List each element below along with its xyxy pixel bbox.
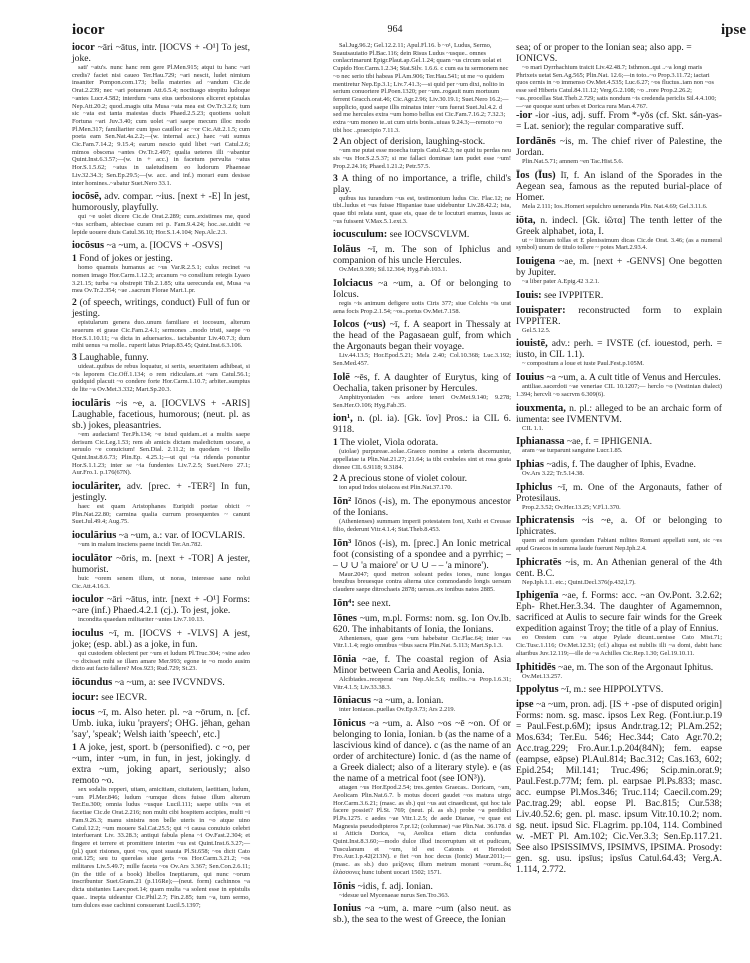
dictionary-entry — [72, 677, 250, 688]
headword: Iōnis — [333, 880, 356, 892]
citations: attagen ~us Hor.Epod.2.54; tres..gentes Graecas.. Doricam, ~am, Aeolicam Plin.Nat.6.7. b motus doceri gaudet ~os matura uirgo Hor.Carm.3.6.21; (masc. as sb.) qui ~us aut cinaedicust, qui hoc tale facere possiet? Pl.St. 769; (neut. pl. as sb.) probe ~a perdidici Pl.Ps.1275. c aedes ~ae Vitr.1.2.5; de aede Dianae, ~e quae est Magnesia pseudodipteros 7.pr.12; (columnae) ~ae Plin.Nat. 36.178. d si Atticis Dorica, ~a, Aeolica etiam dicta confundas Quint.Inst.8.3.60;—modo dulce illud incorruptum sit et pudicum, Tusculanum et ~um, id est Catonis et Herodoti Fro.Aur.1.p.42(213N). e fiet ~on hoc decus (Ionic) Maur.2011;—(masc. as sb.) duo μείζονες illum metrum morant ~orum..δις ἐλάσσονες hunc iubent uocari 1502; 1571. — [333, 784, 511, 876]
dictionary-entry — [333, 319, 511, 367]
entry-definition: -ior -ius, adj. suff. From *-yŏs (cf. Skt. sán-yas- = Lat. senior); the regular comparative suff. — [516, 110, 722, 133]
headword: iocusculum: — [333, 229, 388, 241]
dictionary-entry — [72, 594, 250, 624]
headword: ion¹, — [333, 413, 353, 425]
headword: iōta, — [516, 214, 536, 226]
citations: Prop.2.3.52; Ov.Her.13.25; V.Fl.1.370. — [522, 503, 621, 511]
entry-definition: ~a ~um, a. mare ~um (also neut. as sb.), the sea to the west of Greece, the Ionian — [333, 903, 511, 926]
dictionary-entry — [516, 215, 722, 252]
headword: iouxmenta, — [516, 402, 566, 414]
entry-head — [333, 695, 511, 706]
sense — [72, 742, 250, 786]
dictionary-entry — [516, 684, 722, 695]
entry-definition: see IVPPITER. — [544, 289, 604, 301]
headword: Iōn² — [333, 496, 352, 508]
entry-continuation: sea; of or proper to the Ionian sea; also app. = IONICVS. — [516, 42, 692, 64]
entry-head — [333, 538, 511, 571]
entry-head — [72, 594, 250, 616]
entry-definition: ~idis, f. adj. Ionian. — [357, 880, 433, 892]
dictionary-entry — [516, 338, 722, 368]
entry-head — [516, 136, 722, 158]
sense-definition: Laughable, funny. — [79, 351, 149, 363]
headword: Iphiclus — [516, 481, 553, 493]
citations: homo quamuis humanus ac ~us Var.R.2.5.1; culus recinet ~a nomen imago Hor.Carm.1.12.3; arcanum ~o consilium retegis Lyaeo 3.21.15; turba ~a obstrepit Tib.2.1.85; uita uerecunda est, Musa ~a mea Ov.Tr.2.354; ~ae ..sacrum Florae Mart.1.pr. — [72, 264, 250, 295]
citations: qui ~e uolet dicere Cic.de Orat.2.289; cum..existimes me, quod ~ius scribam, abiecisse curam rei p. Fam.9.4.24; hoc..se..uidit ~e lepide uouere diuis Catul.36.10; Hor.S.1.4.104; Nep.Alc.2.3. — [72, 213, 250, 236]
citations: epistularum genera duo..unum familiare et iocosum, alterum seuerum et graue Cic.Fam.2.4.1; sermones ..modo tristi, saepe ~o Hor.S.1.10.11; ~a dicta in aduersarios.. iactabantur Liv.40.7.3; dum mihi uenus ~a molle.. ruperit latus Priap.83.45; Quint.Inst.6.3.106. — [72, 319, 250, 350]
entry-definition: ~āri ~ātus, intr. [IOCVS + -O¹] To jest, joke. — [72, 42, 250, 64]
dictionary-entry — [72, 481, 250, 526]
citations: uideat..quibus de rebus loquatur, si seriis, seueritatem adhibeat, si ~is leporem Cic.Off.1.134; o rem ridiculam..et ~am Catul.56.1; quidquid placuit ~o condere forte Hor.Carm.1.10.7; arbiter..sumptus de lite ~a Ov.Met.3.332; Mart.Sp.20.3. — [72, 362, 250, 394]
entry-head — [516, 372, 722, 383]
sense-number: 1 — [72, 253, 77, 265]
citations: ion apud Indos uiolacea est Plin.Nat.37.170. — [339, 484, 453, 492]
dictionary-entry — [72, 191, 250, 236]
dictionary-entry — [333, 496, 511, 533]
entry-head — [333, 244, 511, 266]
citations: qui custodem oblectent per ~um et ludum Pl.Truc.304; ~sine adeo ~o dixisset mihi se illam amare Mer.993; egone te ~o modo ausim dicto aut facto fallere? Mos.923; Rud.729; St.23. — [72, 649, 250, 673]
sense-number: 2 — [333, 136, 338, 148]
citations: eo Orestem cum ~a atque Pylade dicunt..uenisse Cato Mist.71; Cic.Tusc.1.116; Ov.Met.12.31; (cf.) aliqua est nubilis illi ~a domi, dabit hanc altaribus Juv.12.119;—ille de ~a Achilles Cic.Rep.1.30; Gel.19.10.11. — [516, 634, 722, 657]
entry-head — [333, 372, 511, 394]
headword: ioculātor — [72, 552, 113, 564]
dictionary-entry — [516, 136, 722, 166]
entry-definition: ~ae, m. The son of the Argonaut Iphitus. — [558, 661, 714, 673]
entry-head — [516, 215, 722, 237]
entry-continuation-senses — [333, 136, 511, 225]
sense-definition: A precious stone of violet colour. — [339, 473, 468, 485]
entry-head — [72, 481, 250, 503]
headword: -ior — [516, 110, 533, 122]
dictionary-entry — [516, 436, 722, 455]
entry-definition: ~is, m. The chief river of Palestine, the Jordan. — [516, 136, 722, 159]
citations: aram ~ae turparunt sanguine Lucr.1.85. — [522, 447, 623, 455]
entry-head — [72, 692, 250, 703]
citations: Gel.5.12.5. — [522, 326, 551, 334]
headword: Iphicratensis — [516, 515, 575, 527]
entry-definition: ~ī, m. [IOCVS + -VLVS] A jest, joke; (esp. abl.) as a joke, in fun. — [72, 627, 250, 650]
entry-head — [516, 557, 722, 579]
entry-definition: n. indecl. [Gk. ἰῶτα] The tenth letter of the Greek alphabet, iota, I. — [516, 214, 723, 237]
dictionary-entry — [72, 42, 250, 187]
entry-definition: ~ae, f. The coastal region of Asia Minor between Caria and Aeolis, Ionia. — [333, 654, 511, 677]
citations: Ov.Ars 3.22; Tr.5.14.38. — [522, 469, 585, 477]
entry-head — [516, 305, 722, 327]
entry-head — [72, 240, 250, 251]
headword: ioculāriter, — [72, 481, 121, 493]
dictionary-entry — [516, 170, 722, 211]
entry-definition: ~is, m. An Athenian general of the 4th cent. B.C. — [516, 556, 722, 579]
citations: Mela 2.111; Ios..Homeri sepulchro ueneranda Plin. Nat.4.69; Gel.3.11.6. — [522, 202, 708, 210]
sense — [72, 297, 250, 319]
dictionary-entry — [333, 718, 511, 876]
citations: inter Ioniacas..puellas Ov.Ep.9.73; Ars 2.219. — [339, 706, 456, 714]
dictionary-entry — [72, 692, 250, 703]
dictionary-entry — [333, 881, 511, 900]
entry-head — [333, 229, 511, 240]
headword: Īos (Īus) — [516, 169, 556, 181]
headword: Iolāus — [333, 244, 361, 256]
entry-head — [516, 590, 722, 634]
sense-definition: A thing of no importance, a trifle, child's play. — [333, 172, 511, 195]
dictionary-entry — [516, 515, 722, 552]
entry-head — [333, 613, 511, 635]
dictionary-entry — [516, 372, 722, 398]
entry-head — [333, 496, 511, 518]
citations: (Athenienses) summam imperii potestatem Ioni, Xuthi et Creusae filio, dederunt Vitr.4.1.4; Stat.Theb.8.453. — [333, 518, 511, 533]
entry-head — [72, 530, 250, 541]
sense-number: 3 — [72, 351, 77, 363]
entry-head — [72, 707, 250, 740]
headword: iōcundus — [72, 677, 113, 689]
citations: ~em audaciam! Ter.Ph.134; ~e istud quidam..et a multis saepe derisum Cic.Leg.1.53; rem ab amicis dictam maledictum uocare, a seruulo ~e conuicium! Sen.Dial. 2.11.2; in quodam ~i libello Quint.Inst.8.6.73; Plin.Ep. 4.25.1;—ut qui ~ia ridenda ponuntur Hor.S.1.1.23; inter se ~ia fundentes Liv.7.2.5; Suet.Nero 27.1; Aur.Fro.1. p.176(67N). — [72, 430, 250, 477]
dictionary-entry — [333, 413, 511, 492]
entry-definition: n. (pl. ia). [Gk. ἴον] Pros.: ia CIL 6. 9118. — [333, 413, 511, 436]
dictionary-entry — [333, 244, 511, 274]
sense-definition: A joke, jest, sport. b (personified). c ~o, per ~um, inter ~um, in fun, in jest, jokingly. d extra ~um, joking apart, seriously; also remoto ~o. — [72, 742, 250, 787]
citations: ~idesue uel Mycenaeae nurus Sen.Tro.363. — [339, 891, 450, 899]
dictionary-entry — [333, 695, 511, 714]
page-number: 964 — [387, 24, 403, 35]
sense-number: 1 — [72, 742, 77, 754]
entry-definition: ~ī, m.: see HIPPOLYTVS. — [561, 684, 664, 696]
sense-number: 2 — [333, 473, 338, 485]
entry-head — [516, 699, 722, 875]
headword: iocus — [72, 707, 95, 719]
headword: ioculor — [72, 594, 104, 606]
entry-definition: n. pl.: alleged to be an archaic form of iumenta: see IVMENTVM. — [516, 402, 722, 425]
dictionary-entry — [72, 398, 250, 477]
entry-head — [333, 413, 511, 435]
dictionary-entry — [72, 240, 250, 393]
dictionary-entry — [333, 613, 511, 650]
citations: sati' ~atu's. nunc hanc rem gere Pl.Men.915; atqui tu hanc ~ari credis? faciet nisi caueo Ter.Hau.729; ~ari nescit, ludet nimium insaniter Pompon.com.173; bella materies ad ~andum Cic.de Orat.2.239; nec ~ari potueram Att.6.5.4; noctiuago strepitu ludoque ~antes Lucr.4.582; interdum ~ans eius uerbosiores eliceret epistulas Nep.Att.20.2; quod..magis uita Musa ~ata mea est Ov.Tr.3.2.6; tum sic ~ata est tanta maiestas ducis Phaed.2.5.23; quotiens uoluit Fortuna ~ari Juv.3.40; cum uolet ~ari saepe mecum illoc modo Pl.Men.317; familiariter cum ipso cauillor ac ~or Cic.Att.2.1.5; cum poeta eam Sen.Nat.4a.2.2;—(w. internal acc.) haec ~ati sumus Cic.Fam.7.14.2; 9.15.4; earum nescio quid libet ~ari Catul.2.6; mimos obscena ~antes Ov.Tr.2.497; qualia ueteres illi ~abantur Quint.Inst.6.3.57;—(w. in + acc.) in facetum pervulta ~atus Hor.S.1.5.62; ~atus in ualetudinem eo ludorum Phaeneae Liv.32.34.3; Sen.Ep.29.5;—(w. acc. and inf.) morari eum desisse inter homines..~abatur Suet.Nero 33.1. — [72, 64, 250, 187]
dictionary-entry — [72, 628, 250, 673]
entry-definition: ~is ~e, a. [IOCVLVS + -ARIS] Laughable, facetious, humorous; (neut. pl. as sb.) jokes, pleasantries. — [72, 397, 250, 431]
dictionary-entry — [333, 598, 511, 609]
headword: iocōsē, — [72, 191, 102, 203]
entry-head — [516, 256, 722, 278]
dictionary-entry — [333, 903, 511, 925]
citations: Maur.2047; quod metron soleant pedes iones, nunc longas breuibus breuesque contra alterna uice commodando longis uersum claudere saepe ditrochaeis 2878; uersus..ex ionibus natos 2885. — [333, 570, 511, 593]
headword: Iphicratēs — [516, 556, 562, 568]
entry-definition: ~āri ~ātus, intr. [next + -O¹] Forms: ~are (inf.) Phaed.4.2.1 (cj.). To jest, joke. — [72, 594, 250, 617]
entry-definition: ~a ~um, a. Ionian. — [373, 695, 444, 707]
entry-head — [516, 110, 722, 132]
entry-definition: Iī, f. An island of the Sporades in the Aegean sea, famous as the reputed burial-place of Homer. — [516, 169, 722, 203]
headword: Ippolytus — [516, 684, 559, 696]
headword: Iordānēs — [516, 136, 556, 148]
dictionary-entry — [516, 256, 722, 286]
entry-head — [516, 684, 722, 695]
entry-head — [72, 42, 250, 64]
entry-definition: ~a ~um, a: see IVCVNDVS. — [114, 677, 225, 689]
citations: Amphitryoniaden ~es ardore teneri Ov.Met.9.140; 9.278; Sen.Her.O.106; Hyg.Fab.35. — [333, 393, 511, 409]
headword: iocor — [72, 42, 95, 53]
sense-definition: The violet, Viola odorata. — [340, 437, 439, 449]
entry-definition: ~ae, f. = IPHIGENIA. — [566, 436, 653, 448]
citations: Ov.Met.9.399; Sil.12.364; Hyg.Fab.103.1. — [339, 266, 448, 274]
headword: Iphigenīa — [516, 590, 559, 602]
headword: iocur: — [72, 692, 99, 704]
citations: quibus ius iurandum ~us est, testimonium ludus Cic. Flac.12; ne tibi..ludus et ~us fuisse Hispaniae tuae uidebuntur Liv.28.42.2; ista, quae tibi relata sunt, quae eis, quae de te locuturi eramus, lusus ac ~us fuissent V.Max.5.1.ext.3. — [333, 194, 511, 225]
entry-head — [72, 191, 250, 213]
headword: Iōn⁴: — [333, 597, 355, 609]
entry-head — [72, 628, 250, 650]
headword: iouistē, — [516, 338, 548, 350]
citations: haec est quam Aristophanes Euripidi poetae obicit ~ Plin.Nat.22.80; carmina qualia currum prosequentes ~ canunt Suet.Jul.49.4; Aug.75. — [72, 503, 250, 526]
entry-head — [516, 515, 722, 537]
citations: ~um in malum insciens paene incidi Ter.An.782. — [78, 541, 203, 549]
entry-definition: ~a ~um, a. Also ~os ~ē ~on. Of or belonging to Ionia, Ionian. b (as the name of a lascivious kind of dance). c (as the name of an order of architecture) Ionic. d (as the name of a Greek dialect; also of a literary style). e (as the name of a metrical foot (see ION³)). — [333, 718, 511, 785]
entry-definition: ~ī, m. One of the Argonauts, father of Protesilaus. — [516, 481, 722, 504]
entry-definition: ~a ~um, a. A cult title of Venus and Hercules. — [546, 372, 721, 384]
headword: Iolciacus — [333, 278, 373, 290]
headword: ipse — [516, 699, 534, 711]
entry-definition: ~ī, m. The son of Iphiclus and companion of his uncle Hercules. — [333, 244, 511, 267]
entry-definition: ~um, m.pl. Forms: nom. sg. Ion Ov.Ib. 620. The inhabitants of Ionia, the Ionians. — [333, 612, 511, 635]
entry-definition: adv. [prec. + -TER²] In fun, jestingly. — [72, 481, 250, 504]
entry-head — [516, 338, 722, 360]
headword: Iōn³ — [333, 537, 352, 549]
sense — [72, 253, 250, 264]
entry-head — [333, 654, 511, 676]
sense — [333, 173, 511, 195]
sense — [333, 437, 511, 448]
entry-definition: adv.: perh. = IVSTE (cf. iouestod, perh. = iusto, in CIL 1.1). — [516, 338, 722, 361]
sense-number: 3 — [333, 172, 338, 184]
dictionary-entry — [72, 553, 250, 590]
dictionary-entry — [516, 403, 722, 433]
citations: (uiolae) purpureae..solae..Graeco nomine a ceteris discernuntur, appellatae ia Plin.Nat.21.27; 21.64; ia tibi cvnbeles sint et rosa grata dionee CIL 6.9118; 9.3184. — [333, 448, 511, 471]
headword: Iolē — [333, 371, 350, 383]
entry-head — [516, 403, 722, 425]
entry-head — [516, 662, 722, 673]
citations: huic ~orem senem illum, ut noras, interesse sane nolui Cic.Att.4.16.3. — [72, 574, 250, 590]
entry-definition: ~ae, f. Forms: acc. ~an Ov.Pont. 3.2.62; Eph- Rhet.Her.3.34. The daughter of Agamemnon, sacrificed at Aulis to secure fair winds for the Greek expedition against Troy; the title of a play of Ennius. — [516, 590, 722, 635]
column-2 — [333, 42, 511, 929]
dictionary-entry — [333, 229, 511, 240]
entry-definition: ~is ~e, a. Of or belonging to Iphicrates. — [516, 515, 723, 538]
entry-head — [333, 319, 511, 352]
headword: Iphitidēs — [516, 661, 556, 673]
entry-definition: ~ōris, m. [next + -TOR] A jester, humorist. — [72, 552, 250, 575]
entry-head — [72, 677, 250, 688]
headword: Iōniacus — [333, 695, 371, 707]
citations: ~um me putat esse moecha turpis Catul.42.3; ne quid tu perdas neu sis ~us Hor.S.2.5.37; si me fallaci dominae iam pudet esse ~um! Prop.2.24.16; Phaed.1.21.2; Petr.57.5. — [333, 147, 511, 170]
entry-definition: adv. compar. ~ius. [next + -E] In jest, humorously, playfully. — [72, 191, 251, 214]
entry-head — [333, 598, 511, 609]
headword: Iōnicus — [333, 718, 366, 730]
citations: Plin.Nat.5.71; amnem ~en Tac.Hist.5.6. — [522, 158, 624, 166]
dictionary-entry — [516, 305, 722, 335]
headword: Ionius — [333, 903, 362, 915]
sense-number: 2 — [72, 297, 77, 309]
headword: ioculāris — [72, 397, 111, 409]
entry-definition: ~ī, f. A seaport in Thessaly at the head of the Pagasaean gulf, from which the Argonauts began their voyage. — [333, 319, 511, 353]
entry-definition: Iōnos (-is), m. The eponymous ancestor of the Ionians. — [333, 496, 511, 519]
entry-head — [333, 881, 511, 892]
column-3 — [516, 42, 722, 879]
entry-definition: ~a ~um, a.: var. of IOCVLARIS. — [118, 530, 246, 542]
entry-head — [333, 903, 511, 925]
citations: ~a liber pater A.Epig.42 3.2.1. — [522, 278, 600, 286]
dictionary-entry — [333, 372, 511, 409]
citations: ~ compositum a loue et iuste Paul.Fest.p.105M. — [522, 360, 645, 368]
dictionary-entry — [333, 538, 511, 594]
column-1 — [72, 42, 250, 913]
citations: Alcibiades..receperat ~am Nep.Alc.5.6; mollis..~a Prop.1.6.31; Vitr.4.1.5; Liv.33.38.3. — [333, 676, 511, 691]
dictionary-entry — [72, 707, 250, 909]
sense-number: 1 — [333, 437, 338, 449]
entry-head — [516, 482, 722, 504]
dictionary-entry — [516, 557, 722, 587]
headword: Iōnia — [333, 654, 357, 666]
entry-head — [516, 436, 722, 447]
sense — [333, 136, 511, 147]
entry-definition: see IOCVSCVLVM. — [389, 229, 470, 241]
dictionary-entry — [516, 290, 722, 301]
sense — [72, 352, 250, 363]
citations: antiliae..sacerdoti ~ae veneriae CIL 10.1207;— herclo ~o (Vestinian dialect) 1.394; hercvli ~o sacrvm 6.309(6). — [516, 383, 722, 398]
entry-head — [333, 278, 511, 300]
headword: Iouis: — [516, 289, 542, 301]
headword: ioculus — [72, 627, 104, 639]
entry-definition: ~ī, m. Also heter. pl. ~a ~ōrum, n. [cf. Umb. iuka, iuku 'prayers'; OHG. jēhan, gehan 'say', 'speak'; Welsh iaith 'speech', etc.] — [72, 707, 250, 741]
dictionary-entry — [516, 459, 722, 478]
headword: Iouius — [516, 372, 545, 384]
entry-continuation: Sal.Jug.96.2; Gel.12.2.11; Apul.Fl.16. b ~o¹, Ludus, Sermo, Suauisauiatio Pl.Bac.116; dein Risus Ludus ~usque.. omnes conlacrimarunt Epigr.Plaut.ap.Gel.1.24; quam ~us circum uolat et Cupido Hor.Carm.1.2.34; Stat.Silv. 1.6.6. c cum ea tu sermonem nec ~o nec serio tibi habeas Pl.Am.906; Ter.Hau.541; ut me ~o quidem mentiretur Nep.Ep.3.1; Liv.7.41.3;—si quid per ~um dixi, nolito in serium conuortere Pl.Poen.1320; per ~um..rogauit num mortuum ferrent Gracch.orat.46; Cic.Agr.2.96; Liv.30.19.1; Suet.Nero 16.2;—supplicio, quod saepe illis minatus inter ~um fuerat Suet.Jul.4.2. d sed me hercules extra ~um homo bellus est Cic.Fam.7.16.2; 7.32.3; extra ~um moneo te..ut cum uiris bonis..uiuas 9.24.3;—remoto ~o tibi hoc ..praecipio 7.11.3. — [333, 42, 509, 134]
entry-head — [516, 290, 722, 301]
entry-head — [72, 553, 250, 575]
sense-definition: An object of derision, laughing-stock. — [339, 136, 486, 148]
dictionary-entry — [516, 662, 722, 681]
headword: Iouispater: — [516, 304, 566, 316]
citations: incondita quaedam militariter ~antes Liv.7.10.13. — [78, 616, 205, 624]
running-head-right: ipse — [720, 22, 746, 38]
citations: CIL 1.1. — [522, 424, 544, 432]
entry-definition: reconstructed form to explain IVPPITER. — [516, 304, 722, 327]
citations: Ov.Met.13.257. — [522, 672, 563, 680]
sense-definition: (of speech, writings, conduct) Full of fun or jesting. — [72, 297, 250, 320]
entry-head — [333, 718, 511, 784]
headword: Iouigena — [516, 256, 556, 268]
headword: Iōnes — [333, 612, 357, 624]
citations: Athenienses, quae gens ~um habebatur Cic.Flac.64; inter ~as Vitr.1.1.4; regio omnibus ~ibus sacra Plin.Nat. 5.113; Mart.Sp.1.3. — [333, 634, 511, 650]
headword: Iphias — [516, 458, 545, 470]
entry-definition: ~adis, f. The daugher of Iphis, Evadne. — [546, 458, 696, 470]
dictionary-entry — [516, 699, 722, 875]
entry-definition: ~a ~um, a. [IOCVS + -OSVS] — [106, 240, 223, 252]
dictionary-entry — [516, 110, 722, 132]
headword: iocōsus — [72, 240, 105, 252]
citations: Nep.Iph.1.1. etc.; Quint.Decl.376(p.432,l.7). — [522, 578, 636, 586]
citations: quem ad modum quondam Fabiani milites Romani appellati sunt, sic ~es apud Graecos in summa laude fuerunt Nep.Iph.2.4. — [516, 537, 722, 553]
dictionary-entry — [516, 482, 722, 512]
citations: ut ~ litteram tollas et E plenissimum dicas Cic.de Orat. 3.46; (as a numeral symbol) unum de titulo tollere ~ potes Mart.2.93.4. — [516, 236, 722, 252]
headword: ioculārius — [72, 530, 117, 542]
running-head-left: iocor — [72, 22, 105, 38]
entry-definition: ~ēs, f. A daughter of Eurytus, king of Oechalia, taken prisoner by Hercules. — [333, 371, 511, 394]
entry-head — [516, 459, 722, 470]
citations: Liv.44.13.5; Hor.Epod.5.21; Mela 2.40; Col.10.368; Luc.3.192; Sen.Med.457. — [333, 352, 511, 368]
citations: sex sodalis repperi, uitam, amicitiam, ciuitatem, laetitiam, ludum, ~um Pl.Mer.846; ludum ~umque dices fuisse illum alterum Ter.Eu.300; omnia ludus ~usque Lucil.111; saepe utilis ~us et facetiae Cic.de Orat.2.216; non multi cibi hospitem accipies, multi ~i Fam.9.26.3; manu sinistra non belle uteris in ~o atque uino Catul.12.2; ~um mouere Sal.Cat.25.5; qui ~i causa conuiuio celebri interfuerant Liv. 33.28.3; antiqui fabula plena ~i Ov.Fast.2.304; et fingere et terrere et promittere interim ~us est Quint.Inst.6.3.27;—(pl.) quot risiones, quot ~os, quot suauia Pl.St.658; ~os dicit Cato orat.125; seu tu querelas siue geris ~os Hor.Carm.3.21.2; ~os militares Liv.5.49.7; mille faceta ~os Ov.Ars 3.367; Sen.Con.2.6.11; (in the title of a book) libellos Ineptiarum, qui nunc ~orum inscribuntur Suet.Gram.21 (p.116Re);—(neut. form) cachinnos ~a dicta uisitantes Laev.poet.14; quam multa ~a solent esse in epistulis quae.. inepta uideantur Cic.Phil.2.7; Fin.2.85; tum ~a, tum sermo, tum dulces esse cachinni consuerant Lucil.5.1397; — [72, 786, 250, 909]
entry-head — [72, 398, 250, 431]
dictionary-entry — [72, 530, 250, 549]
entry-definition: see next. — [357, 597, 391, 609]
sense-definition: Fond of jokes or jesting. — [79, 253, 173, 265]
citations: ~o mari Dyrrhachium traicit Liv.42.48.7; Isthmon..qui ..~a longi maris Phrixeis uetat Sen.Ag.565; Plin.Nat. 12.6;—in toto..~o Prop.3.11.72; iactari quos cernis in ~o immenso Ov.Met.4.535; Luc.6.27; ~os fluctus..iam non ~os esse sed Hiberis Catul.84.11.12; Verg.G.2.108; ~o ..rore Prop.2.26.2; ~as..procellas Stat.Theb.2.729; satis nondum ~is credenda periclis Sil.4.4.100;—~ae quoque sunt urbes et Dorica rura Man.4.767. — [516, 64, 717, 110]
entry-definition: ~ae, m. [next + -GENVS] One begotten by Jupiter. — [516, 256, 722, 279]
entry-head — [516, 170, 722, 203]
headword: Iolcos (~us) — [333, 319, 386, 331]
dictionary-entry — [333, 278, 511, 315]
entry-definition: Iōnos (-is), m. [prec.] An Ionic metrical foot (consisting of a spondee and a pyrrhic; – – ∪ ∪ 'a maiore' or ∪ ∪ – – 'a minore'). — [333, 537, 511, 571]
entry-definition: ~a ~um, a. Of or belonging to Iolcus. — [333, 278, 511, 301]
entry-definition: see IECVR. — [101, 692, 148, 704]
sense — [333, 473, 511, 484]
entry-definition: ~a ~um, pron. adj. [IS + -pse of disputed origin] Forms: nom. sg. masc. ipsos Lex Reg. (Font.iur.p.19 = Paul.Fest.p.6M); ipsus Andr.trag.12; Pl.Am.252; Mos.634; Ter.Eu. 546; Hec.344; Cato Agr.70.2; Acc.trag.229; Fro.Aur.1.p.204(84N); fem. eapse (eampse, eāpse) Pl.Aul.814; Bac.312; Cas.163, 602; Epid.254; Mil.141; Truc.496; Scip.min.orat.9; Paul.Fest.p.77M; fem. pl. earpsae Pl.Ps.833; masc. acc. eumpse Pl.Mos.346; Truc.114; Caecil.com.29; Pac.trag.29; abl. eopse Pl. Bac.815; Cur.538; Liv.40.52.6; gen. pl. masc. ipsum Vitr.10.10.2; nom. sg. neut. ipsud Sic. Fl.agrim. pp.104, 114. Combined w. -MET Pl. Am.102; Cic.Ver.3.3; Sen.Ep.117.21. See also IPSISSIMVS, IPSIMVS, IPSIMA. Prosody: gen. sg. usu. ipsīus; ipsĭus Catul.64.43; Verg.A. 1.114, 2.772. — [516, 699, 723, 876]
dictionary-entry — [516, 590, 722, 657]
dictionary-entry — [333, 654, 511, 691]
citations: regis ~is animum defigere uotis Ciris 377; siue Colchis ~is urat aena focis Prop.2.1.54; ~os..portus Ov.Met.7.158. — [333, 300, 511, 315]
headword: Iphianassa — [516, 436, 565, 448]
